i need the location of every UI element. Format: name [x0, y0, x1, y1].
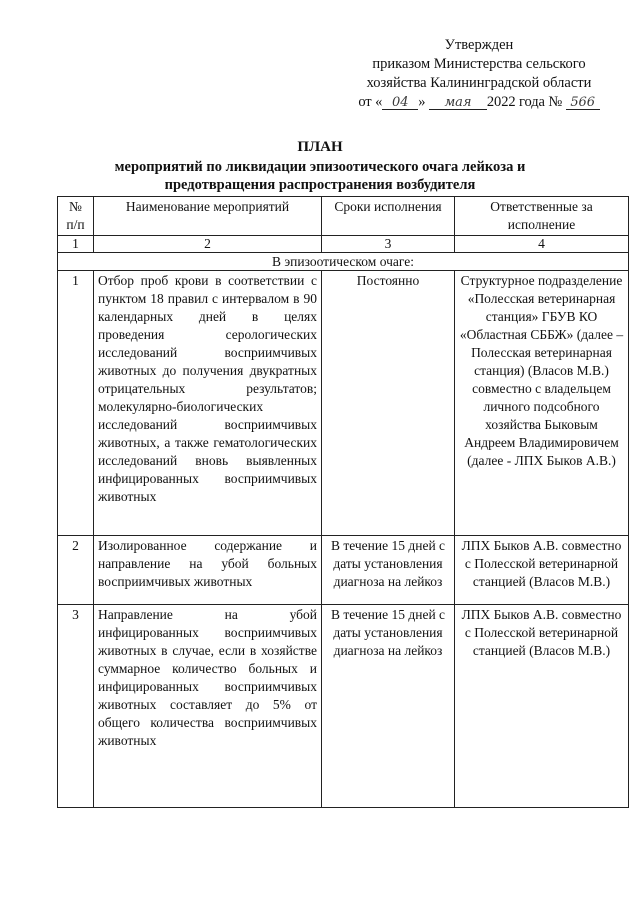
- section-title: В эпизоотическом очаге:: [58, 253, 629, 271]
- approval-date-line: [344, 93, 614, 112]
- title-line-2: мероприятий по ликвидации эпизоотического очага лейкоза и: [114, 159, 526, 175]
- row-responsible: Структурное подразделение «Полесская ветеринарная станция» ГБУВ КО «Областная СББЖ» (далее – Полесская ветеринарная станция) (Власов М.В.) совместно с владельцем личного подсобного хозяйства Быковым Андреем Владимировичем (далее - ЛПХ Быков А.В.): [455, 271, 629, 536]
- row-measure: Отбор проб крови в соответствии с пунктом 18 правил с интервалом в 90 календарных дней в целях проведения серологических исследований восприимчивых животных до получения двукратных отрицательных результатов; молекулярно-биологических исследований восприимчивых животных, а также гематологических исследований вновь выявленных инфицированных восприимчивых животных: [94, 271, 322, 536]
- table-row: [58, 605, 629, 808]
- header-term: Сроки исполнения: [322, 197, 455, 236]
- index-cell: 3: [322, 236, 455, 253]
- approval-block: [344, 36, 614, 112]
- row-number: 2: [58, 536, 94, 605]
- approval-line-1: Утвержден: [444, 37, 514, 53]
- approval-line-2: приказом Министерства сельского: [372, 56, 586, 72]
- table-header-row: [58, 197, 629, 236]
- date-quote: »: [418, 94, 426, 110]
- row-measure: Направление на убой инфицированных восприимчивых животных в случае, если в хозяйстве суммарное количество больных и инфицированных восприимчивых животных составляет до 5% от общего количества восприимчивых животных: [94, 605, 322, 808]
- handwritten-month: мая: [429, 96, 487, 110]
- index-cell: 1: [58, 236, 94, 253]
- handwritten-day: 04: [382, 96, 418, 110]
- row-responsible: ЛПХ Быков А.В. совместно с Полесской ветеринарной станцией (Власов М.В.): [455, 536, 629, 605]
- header-resp: Ответственные за исполнение: [455, 197, 629, 236]
- row-term: Постоянно: [322, 271, 455, 536]
- title-line-3: предотвращения распространения возбудителя: [164, 177, 476, 193]
- document-title: [40, 138, 600, 194]
- handwritten-order-number: 566: [566, 96, 600, 110]
- table-row: [58, 536, 629, 605]
- date-year: 2022 года №: [486, 94, 563, 110]
- row-number: 1: [58, 271, 94, 536]
- title-main: ПЛАН: [297, 139, 343, 155]
- date-prefix: от «: [358, 94, 383, 110]
- row-measure: Изолированное содержание и направление на убой больных восприимчивых животных: [94, 536, 322, 605]
- row-responsible: ЛПХ Быков А.В. совместно с Полесской ветеринарной станцией (Власов М.В.): [455, 605, 629, 808]
- plan-table: [57, 196, 629, 808]
- row-term: В течение 15 дней с даты установления диагноза на лейкоз: [322, 536, 455, 605]
- section-row: [58, 253, 629, 271]
- table-row: [58, 271, 629, 536]
- row-number: 3: [58, 605, 94, 808]
- header-num: № п/п: [58, 197, 94, 236]
- header-name: Наименование мероприятий: [94, 197, 322, 236]
- index-cell: 4: [455, 236, 629, 253]
- index-cell: 2: [94, 236, 322, 253]
- row-term: В течение 15 дней с даты установления диагноза на лейкоз: [322, 605, 455, 808]
- table-index-row: [58, 236, 629, 253]
- approval-line-3: хозяйства Калининградской области: [366, 75, 592, 91]
